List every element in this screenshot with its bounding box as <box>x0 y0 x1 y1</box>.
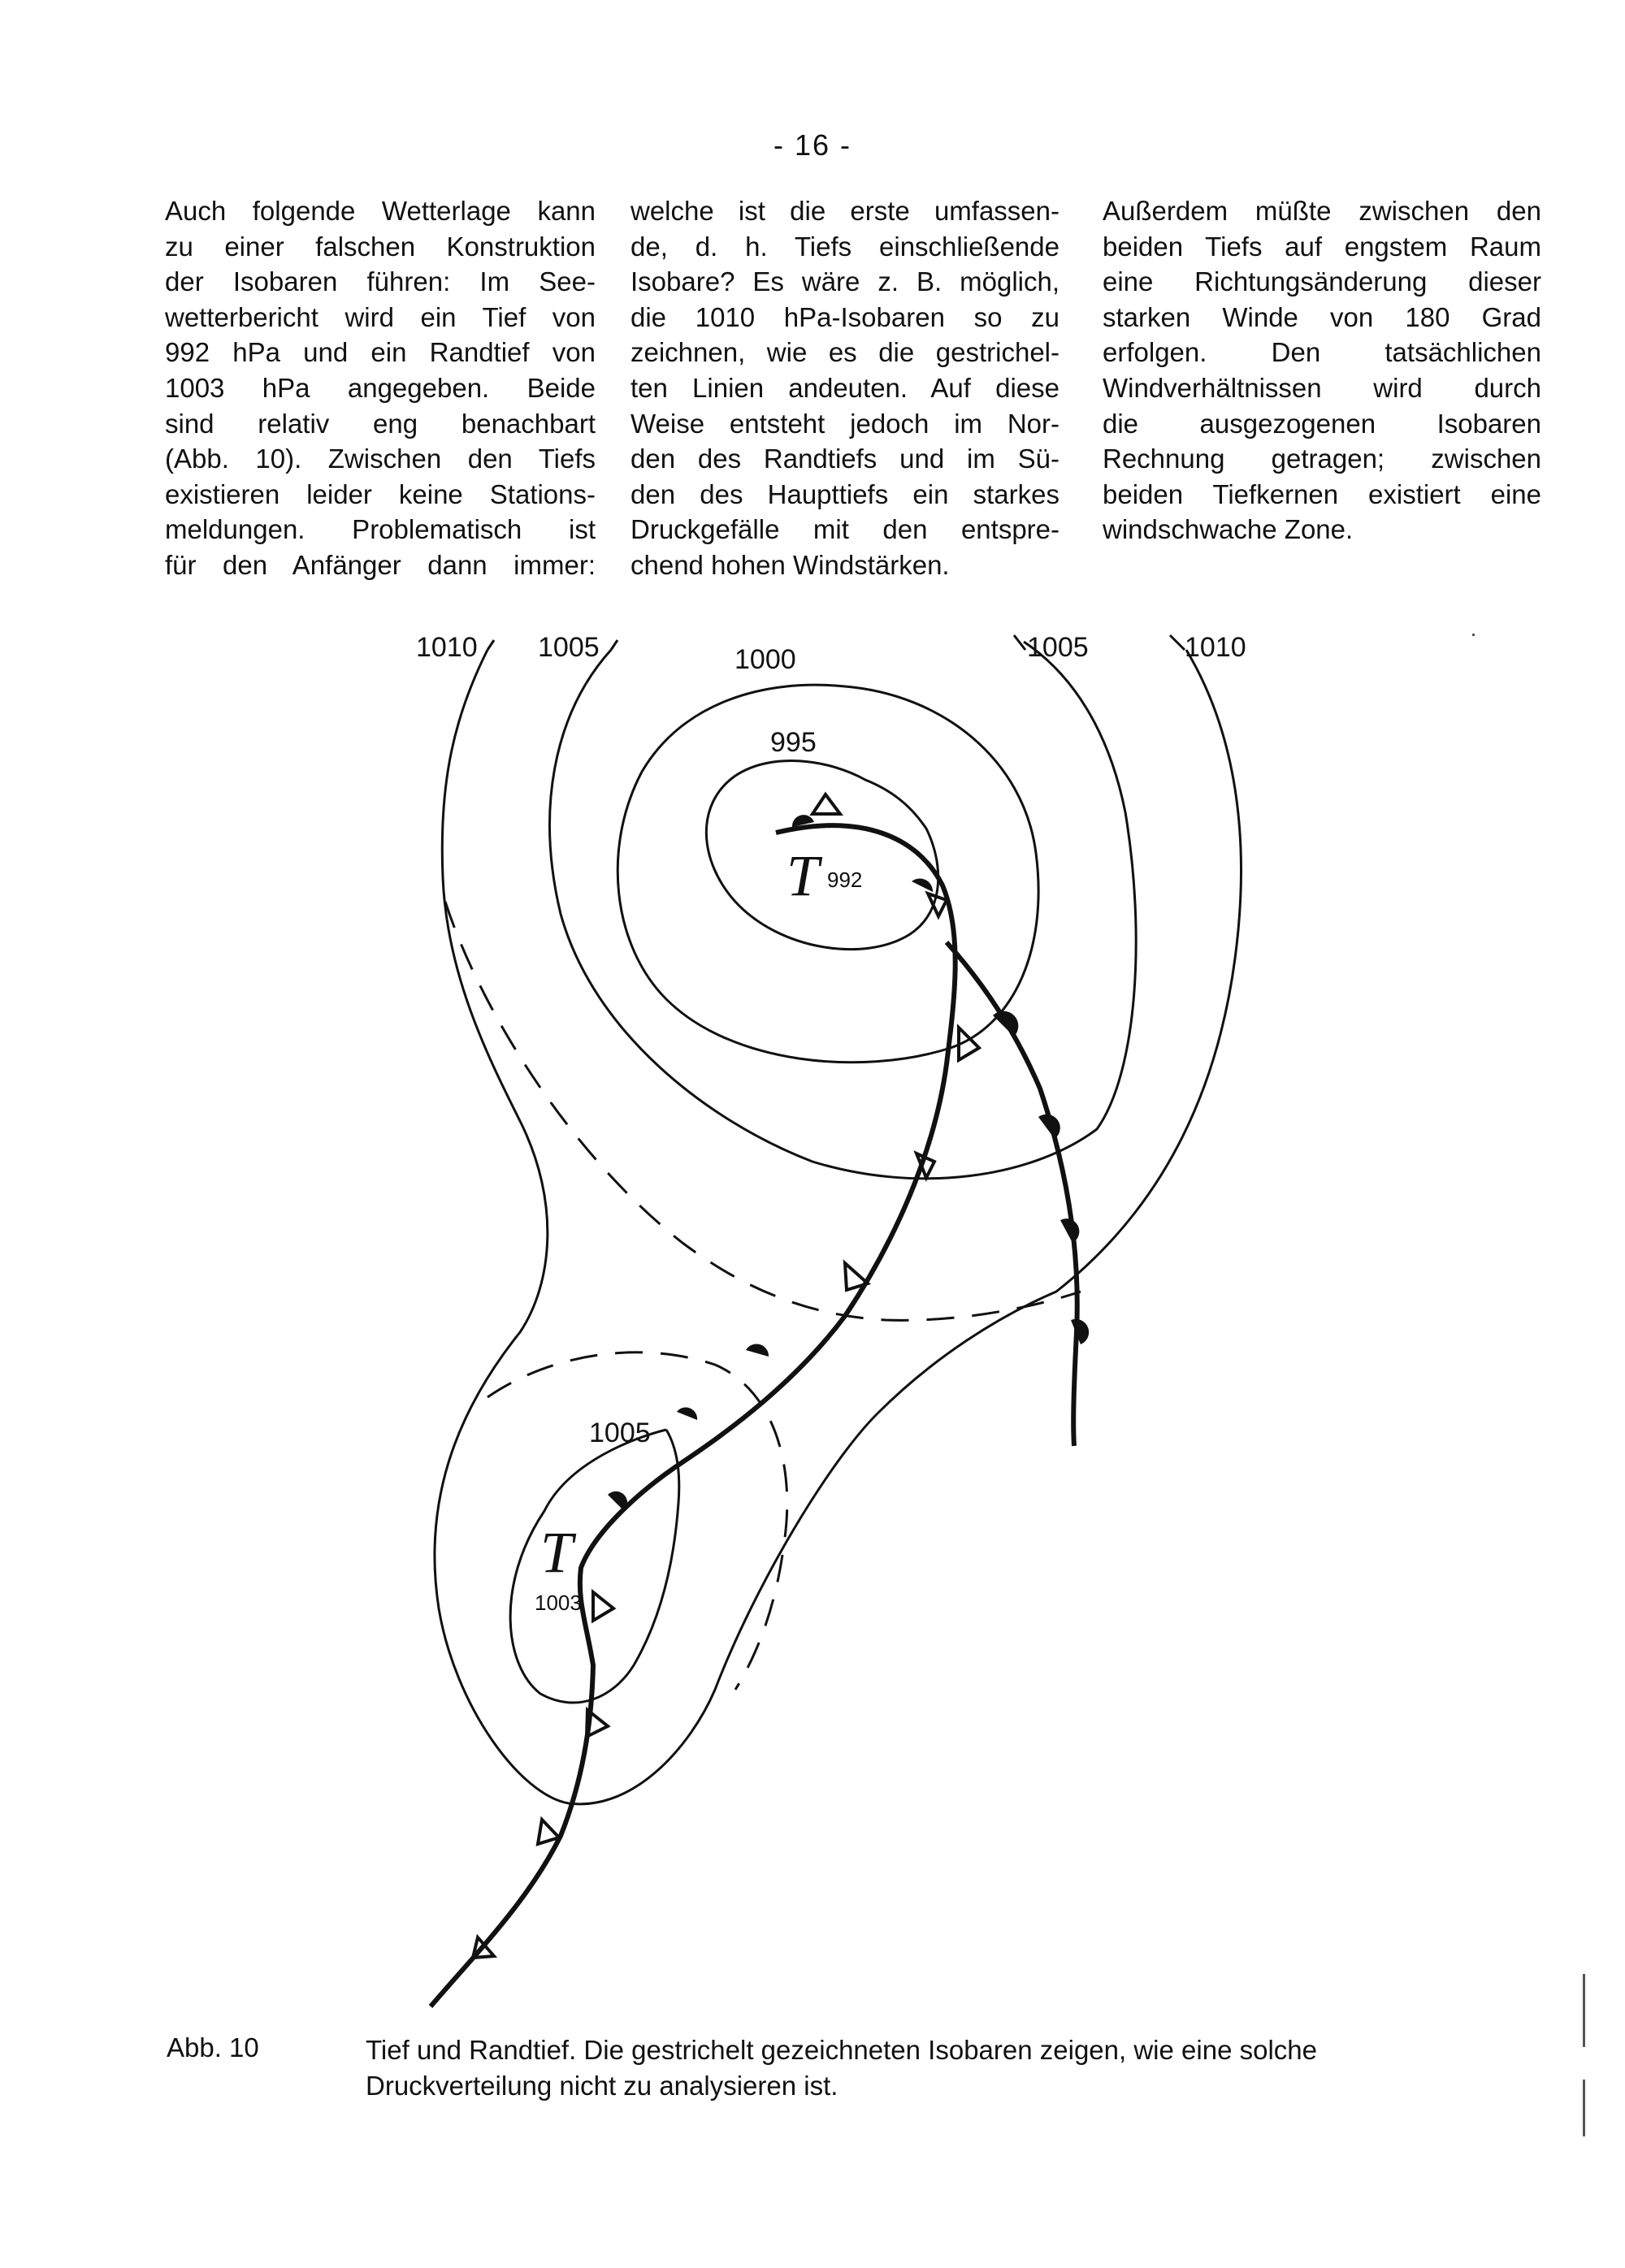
isobar-label-1010-right: 1010 <box>1185 632 1246 663</box>
caption-line: Tief und Randtief. Die gestrichelt gezeichneten Isobaren zeigen, wie eine solche <box>366 2035 1317 2065</box>
text-line: Außerdem müßte zwischen den <box>1103 196 1541 226</box>
front-triangle <box>593 1592 613 1621</box>
text-line: Auch folgende Wetterlage kann <box>165 196 596 226</box>
isobar-label-1005-right: 1005 <box>1027 632 1089 663</box>
isobar-label-1005-left: 1005 <box>538 632 600 663</box>
front-semicircle <box>912 878 933 892</box>
main-low-pressure: 992 <box>827 868 863 892</box>
text-line: windschwache Zone. <box>1103 514 1354 545</box>
text-line: der Isobaren führen: Im See- <box>165 266 596 297</box>
scan-mark <box>1583 1974 1585 2047</box>
text-line: Weise entsteht jedoch im Nor- <box>630 408 1060 439</box>
front-triangle <box>845 1263 868 1290</box>
front-semicircle <box>1071 1319 1089 1344</box>
text-line: für den Anfänger dann immer: <box>165 549 596 580</box>
front-triangle <box>812 794 840 814</box>
front-semicircle <box>993 1011 1018 1037</box>
text-line: de, d. h. Tiefs einschließende <box>630 231 1060 262</box>
text-line: beiden Tiefs auf engstem Raum <box>1103 231 1541 262</box>
text-line: eine Richtungsänderung dieser <box>1103 266 1541 297</box>
text-line: existieren leider keine Stations- <box>165 478 596 509</box>
main-low-symbol: T <box>786 843 820 908</box>
text-line: ten Linien andeuten. Auf diese <box>630 372 1060 403</box>
text-line: zu einer falschen Konstruktion <box>165 231 596 262</box>
text-line: 1003 hPa angegeben. Beide <box>165 372 596 403</box>
scan-mark <box>1583 2080 1585 2136</box>
front-semicircle <box>677 1408 697 1420</box>
text-line: die ausgezogenen Isobaren <box>1103 408 1541 439</box>
isobar-label-995: 995 <box>770 727 817 758</box>
figure-caption <box>366 2032 1495 2104</box>
text-line: starken Winde von 180 Grad <box>1103 301 1541 332</box>
text-line: Isobare? Es wäre z. B. möglich, <box>630 266 1060 297</box>
isobar-995 <box>706 760 938 949</box>
text-line: meldungen. Problematisch ist <box>165 514 596 545</box>
text-line: Druckgefälle mit den entspre- <box>630 514 1060 545</box>
text-line: den des Randtiefs und im Sü- <box>630 444 1060 474</box>
secondary-low-pressure: 1003 <box>535 1591 582 1615</box>
text-line: beiden Tiefkernen existiert eine <box>1103 478 1541 509</box>
text-line: zeichnen, wie es die gestrichel- <box>630 337 1060 368</box>
dashed-isobar-south <box>488 1353 787 1690</box>
text-line: Rechnung getragen; zwischen <box>1103 444 1541 474</box>
text-line: chend hohen Windstärken. <box>630 549 950 580</box>
scan-mark <box>1472 634 1475 636</box>
front-semicircle <box>746 1344 769 1357</box>
isobar-1010-left <box>435 650 1242 1804</box>
isobar-label-1005-secondary: 1005 <box>589 1418 651 1448</box>
isobar-1005-main <box>550 642 1137 1179</box>
text-line: welche ist die erste umfassen- <box>630 196 1060 226</box>
text-line: wetterbericht wird ein Tief von <box>165 301 596 332</box>
text-line: erfolgen. Den tatsächlichen <box>1103 337 1541 368</box>
text-line: den des Haupttiefs ein starkes <box>630 478 1060 509</box>
dashed-isobar-north <box>445 902 1081 1320</box>
text-line: (Abb. 10). Zwischen den Tiefs <box>165 444 596 474</box>
isobar-label-1000: 1000 <box>734 644 796 675</box>
front-semicircle <box>608 1491 627 1511</box>
text-line: sind relativ eng benachbart <box>165 408 596 439</box>
page-number: - 16 - <box>773 128 852 162</box>
isobar-label-1010-left: 1010 <box>416 632 478 663</box>
text-line: Windverhältnissen wird durch <box>1103 372 1541 403</box>
caption-line: Druckverteilung nicht zu analysieren ist. <box>366 2071 838 2101</box>
text-line: die 1010 hPa-Isobaren so zu <box>630 301 1060 332</box>
front-semicircle <box>1060 1218 1079 1243</box>
text-line: 992 hPa und ein Randtief von <box>165 337 596 368</box>
front-semicircle <box>1038 1115 1060 1139</box>
secondary-low-symbol: T <box>540 1520 574 1585</box>
figure-caption-label: Abb. 10 <box>167 2032 259 2062</box>
